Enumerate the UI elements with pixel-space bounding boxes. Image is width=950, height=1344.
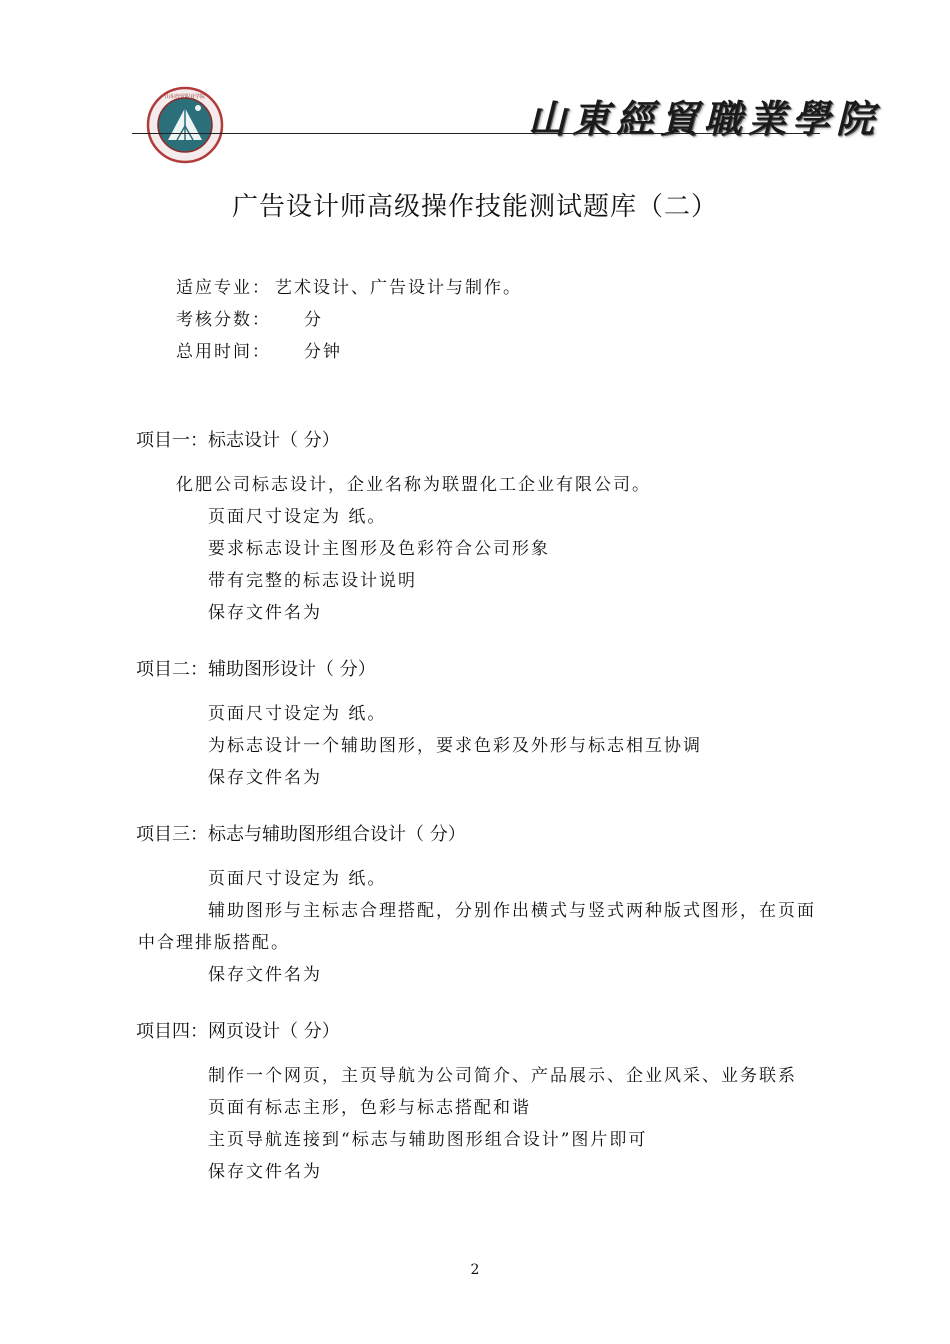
meta-major: [176, 273, 522, 298]
school-name: 山東經貿職業學院: [527, 96, 880, 141]
meta-score: [176, 305, 323, 330]
meta-label: 考核分数：: [176, 310, 271, 330]
section-3-line: 中合理排版搭配。: [138, 933, 290, 953]
section-3-heading: 项目三：标志与辅助图形组合设计（ 分）: [136, 824, 466, 845]
meta-value: 分: [304, 310, 323, 330]
section-3-line: 保存文件名为: [208, 965, 322, 985]
section-3-line: 辅助图形与主标志合理搭配，分别作出横式与竖式两种版式图形，在页面: [208, 901, 816, 921]
section-4-line: 制作一个网页，主页导航为公司简介、产品展示、企业风采、业务联系: [208, 1066, 797, 1086]
meta-value: 分钟: [304, 342, 342, 362]
section-1-line: 带有完整的标志设计说明: [208, 571, 417, 591]
meta-label: 总用时间：: [176, 342, 271, 362]
meta-value: 艺术设计、广告设计与制作。: [275, 278, 522, 298]
section-1-line: 化肥公司标志设计，企业名称为联盟化工企业有限公司。: [176, 475, 651, 495]
section-1-heading: 项目一：标志设计（ 分）: [136, 430, 340, 451]
header-divider: [132, 133, 820, 134]
meta-label: 适应专业：: [176, 278, 271, 298]
section-1-line: 要求标志设计主图形及色彩符合公司形象: [208, 539, 550, 559]
section-4-line: 主页导航连接到“标志与辅助图形组合设计”图片即可: [208, 1130, 648, 1150]
section-1-line: 页面尺寸设定为 纸。: [208, 507, 387, 527]
section-4-heading: 项目四：网页设计（ 分）: [136, 1021, 340, 1042]
page-number: 2: [470, 1262, 480, 1278]
section-1-line: 保存文件名为: [208, 603, 322, 623]
logo-ring-text: 山东经贸职业学院: [164, 94, 206, 100]
section-3-line: 页面尺寸设定为 纸。: [208, 869, 387, 889]
section-2-line: 页面尺寸设定为 纸。: [208, 704, 387, 724]
page-title: 广告设计师高级操作技能测试题库（二）: [231, 192, 718, 222]
section-2-heading: 项目二：辅助图形设计（ 分）: [136, 659, 376, 680]
school-logo: [146, 86, 224, 164]
page-header: [0, 0, 950, 170]
section-2-line: 为标志设计一个辅助图形，要求色彩及外形与标志相互协调: [208, 736, 702, 756]
section-2-line: 保存文件名为: [208, 768, 322, 788]
section-4-line: 页面有标志主形，色彩与标志搭配和谐: [208, 1098, 531, 1118]
section-4-line: 保存文件名为: [208, 1162, 322, 1182]
meta-time: [176, 337, 342, 362]
